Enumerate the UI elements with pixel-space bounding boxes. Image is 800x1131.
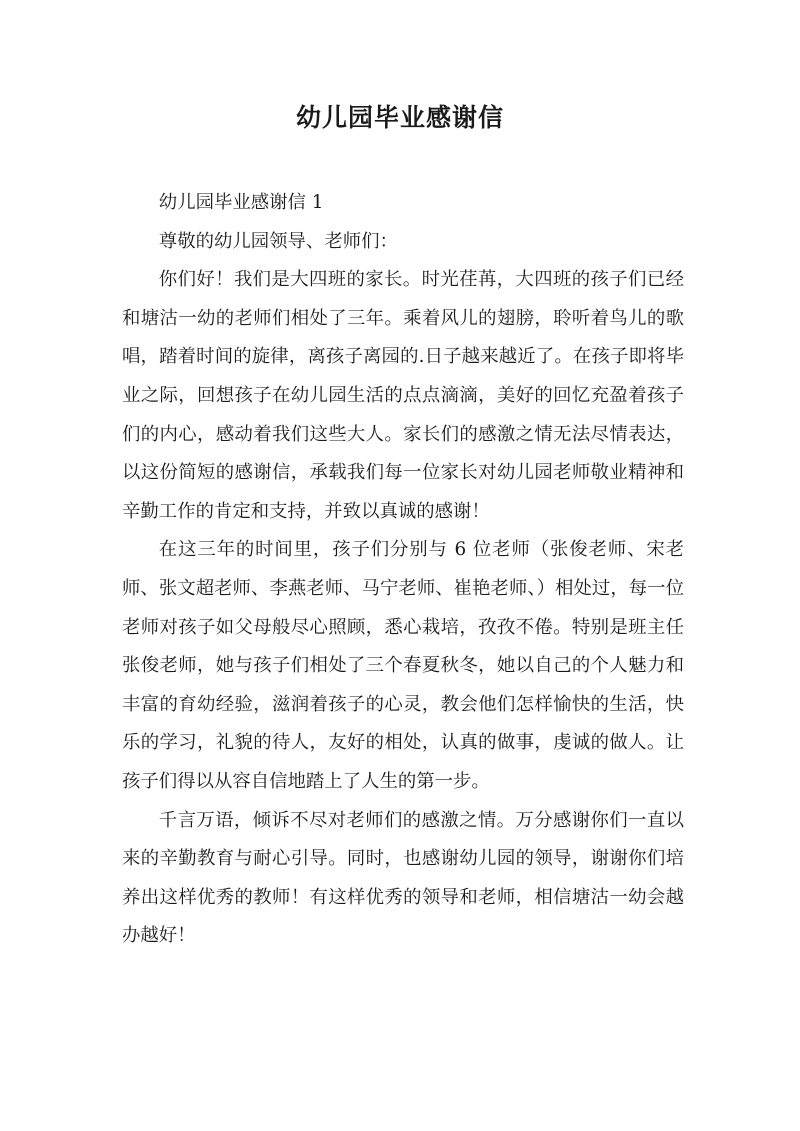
- letter-salutation: 尊敬的幼儿园领导、老师们：: [158, 230, 398, 252]
- letter-subtitle: 幼儿园毕业感谢信 1: [158, 192, 324, 213]
- body-paragraph: 你们好！我们是大四班的家长。时光荏苒，大四班的孩子们已经和塘沽一幼的老师们相处了三年。乘着风儿的翅膀，聆听着鸟儿的歌唱，踏着时间的旋律，离孩子离园的.日子越来越近了。在孩子即将毕业之际，回想孩子在幼儿园生活的点点滴滴，美好的回忆充盈着孩子们的内心，感动着我们这些大人。家长们的感激之情无法尽情表达，以这份简短的感谢信，承载我们每一位家长对幼儿园老师敬业精神和辛勤工作的肯定和支持，并致以真诚的感谢！: [122, 269, 684, 522]
- body-paragraph: 在这三年的时间里，孩子们分别与 6 位老师（张俊老师、宋老师、张文超老师、李燕老师、马宁老师、崔艳老师、）相处过，每一位老师对孩子如父母般尽心照顾，悉心栽培，孜孜不倦。特别是班主任张俊老师，她与孩子们相处了三个春夏秋冬，她以自己的个人魅力和丰富的育幼经验，滋润着孩子的心灵，教会他们怎样愉快的生活，快乐的学习，礼貌的待人，友好的相处，认真的做事，虔诚的做人。让孩子们得以从容自信地踏上了人生的第一步。: [122, 539, 684, 792]
- document-title: 幼儿园毕业感谢信: [295, 103, 504, 132]
- document-body: [122, 184, 684, 956]
- body-paragraph: 千言万语，倾诉不尽对老师们的感激之情。万分感谢你们一直以来的辛勤教育与耐心引导。同时，也感谢幼儿园的领导，谢谢你们培养出这样优秀的教师！有这样优秀的领导和老师，相信塘沽一幼会越办越好！: [122, 809, 684, 947]
